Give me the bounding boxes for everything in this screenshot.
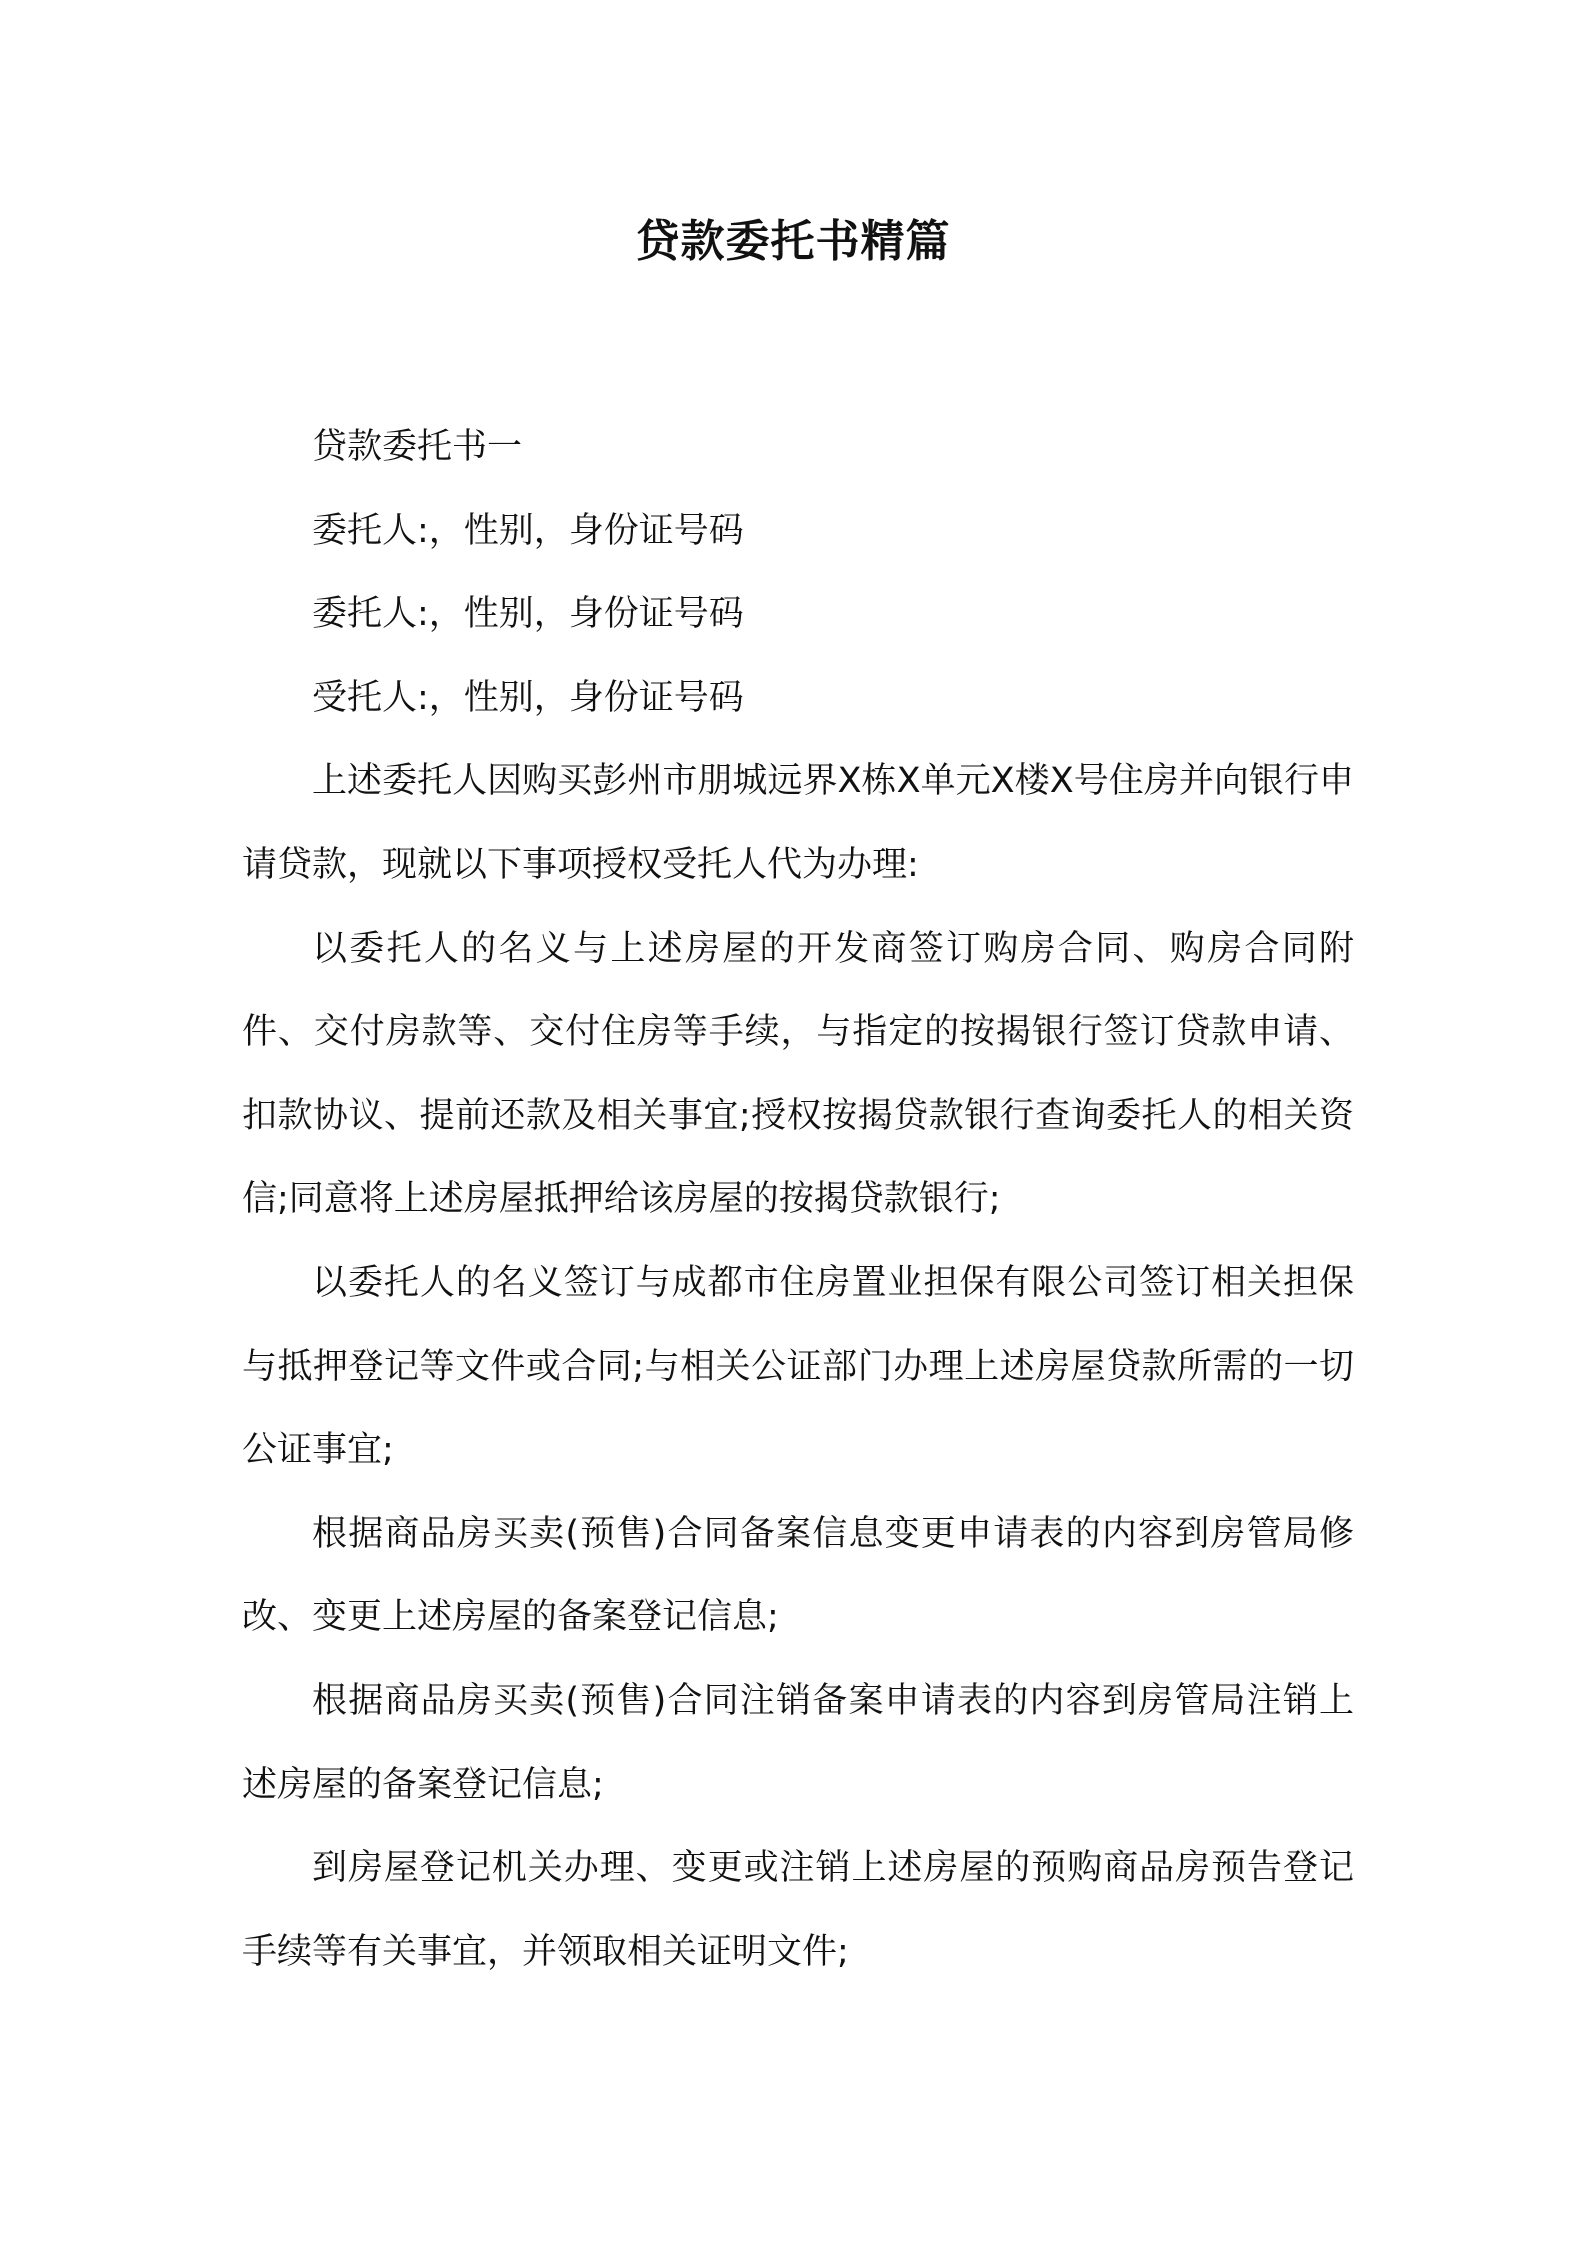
- body-paragraph: 到房屋登记机关办理、变更或注销上述房屋的预购商品房预告登记手续等有关事宜，并领取相关证明文件;: [242, 1848, 1354, 1972]
- document-title: 贷款委托书精篇: [635, 216, 951, 267]
- principal-line-1: 委托人:，性别，身份证号码: [312, 510, 744, 551]
- principal-line-2: 委托人:，性别，身份证号码: [312, 594, 744, 635]
- body-paragraph: 上述委托人因购买彭州市朋城远界X栋X单元X楼X号住房并向银行申请贷款，现就以下事项授权受托人代为办理:: [242, 761, 1354, 885]
- body-paragraph: 以委托人的名义签订与成都市住房置业担保有限公司签订相关担保与抵押登记等文件或合同;与相关公证部门办理上述房屋贷款所需的一切公证事宜;: [242, 1262, 1354, 1471]
- section-heading: 贷款委托书一: [312, 427, 523, 467]
- body-paragraph: 根据商品房买卖(预售)合同注销备案申请表的内容到房管局注销上述房屋的备案登记信息;: [242, 1680, 1354, 1805]
- body-paragraph: 以委托人的名义与上述房屋的开发商签订购房合同、购房合同附件、交付房款等、交付住房等手续，与指定的按揭银行签订贷款申请、扣款协议、提前还款及相关事宜;授权按揭贷款银行查询委托人的相关资信;同意将上述房屋抵押给该房屋的按揭贷款银行;: [242, 928, 1354, 1220]
- agent-line: 受托人:，性别，身份证号码: [312, 677, 744, 718]
- body-paragraph: 根据商品房买卖(预售)合同备案信息变更申请表的内容到房管局修改、变更上述房屋的备案登记信息;: [242, 1513, 1354, 1638]
- document-body: [242, 406, 1354, 1994]
